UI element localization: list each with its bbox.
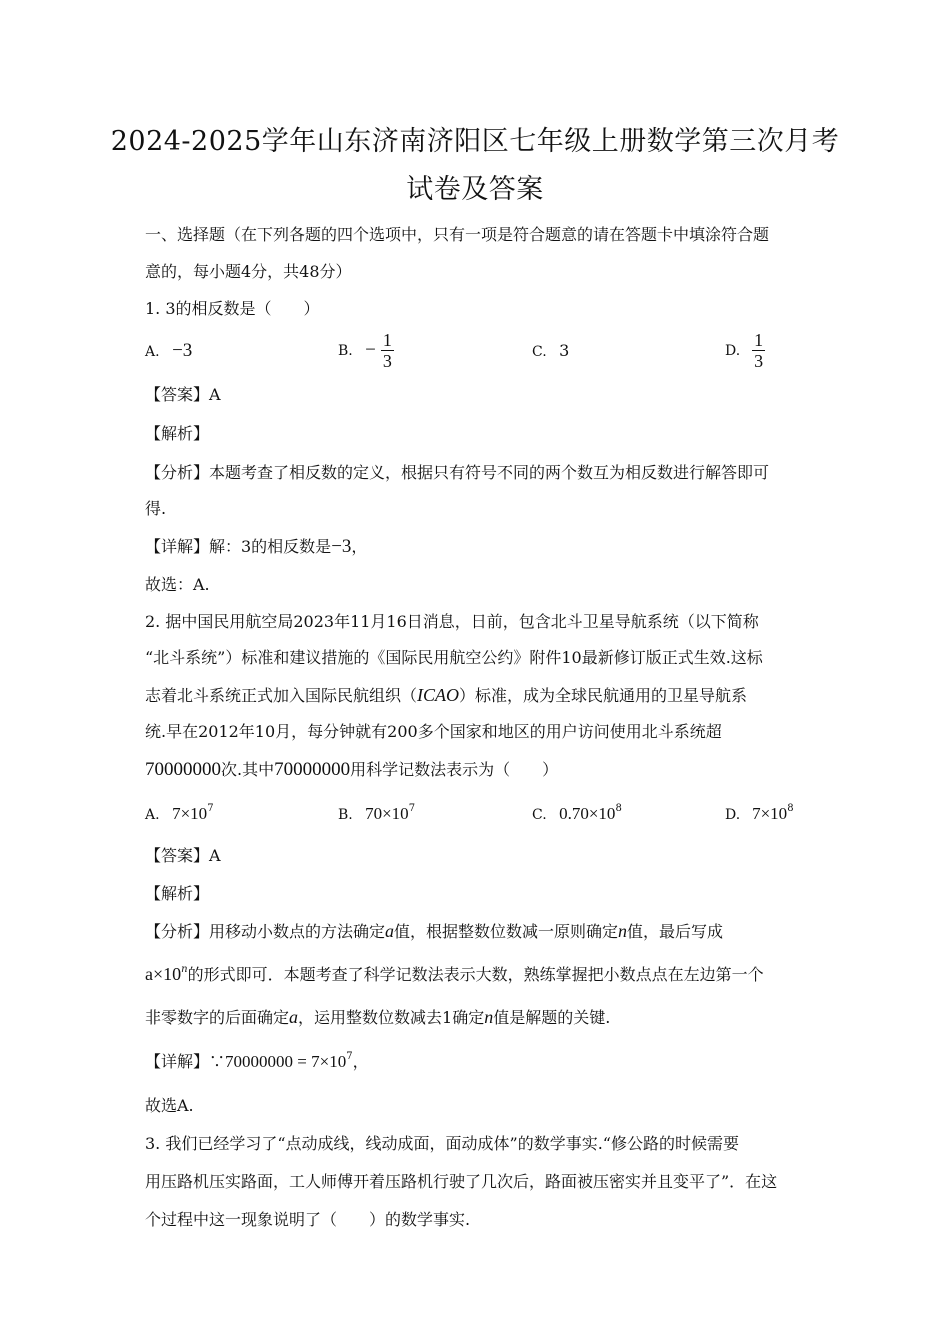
- q2-detail: [145, 1052, 369, 1072]
- q3-stem-line-3: 个过程中这一现象说明了（ ）的数学事实.: [145, 1210, 471, 1229]
- q2-option-d-base: 7×10: [752, 804, 788, 823]
- q2-option-c-base: 0.70×10: [559, 804, 616, 823]
- q2-option-c-label: C.: [532, 807, 547, 823]
- q1-option-a-label: A.: [145, 344, 160, 360]
- q2-analysis-line-1-mid: 值，根据整数位数减一原则确定: [394, 922, 619, 941]
- q1-option-b: [338, 330, 394, 371]
- q1-conclusion: 故选：A.: [145, 575, 210, 594]
- q1-option-d-numerator: 1: [754, 330, 764, 350]
- q2-variable-n-2: n: [484, 1007, 494, 1027]
- q2-number-2: 70000000: [274, 759, 351, 780]
- q2-stem-line-4: 统.早在2012年10月，每分钟就有200多个国家和地区的用户访问使用北斗系统超: [145, 722, 722, 741]
- document-title-line-1: 2024-2025学年山东济南济阳区七年级上册数学第三次月考: [110, 126, 840, 157]
- q2-variable-n: n: [618, 921, 628, 941]
- q2-option-a-base: 7×10: [172, 804, 208, 823]
- q2-option-a-label: A.: [145, 807, 160, 823]
- q2-option-c-exponent: 8: [615, 803, 622, 814]
- q2-analysis-math-exponent: n: [181, 964, 188, 975]
- document-title-line-2: 试卷及答案: [406, 174, 544, 205]
- q2-analysis-line-2-text: 的形式即可．本题考查了科学记数法表示大数，熟练掌握把小数点点在左边第一个: [187, 965, 764, 984]
- q1-option-d-fraction: [752, 330, 765, 371]
- q2-analysis-math: a×10: [145, 964, 182, 984]
- q1-detail: [145, 537, 367, 557]
- q1-detail-value: −3: [331, 536, 352, 557]
- q2-option-b-exponent: 7: [408, 803, 416, 814]
- q2-analysis-line-3: [145, 1007, 610, 1028]
- q2-analysis-line-3-mid: ，运用整数位数减去1确定: [298, 1008, 485, 1027]
- q1-option-a: [145, 341, 192, 362]
- q2-option-d-label: D.: [725, 807, 741, 823]
- q1-detail-suffix: ，: [351, 537, 368, 556]
- q2-detail-suffix: ，: [352, 1052, 369, 1071]
- q2-stem-line-3: [145, 685, 747, 706]
- q2-stem-line-1: 2. 据中国民用航空局2023年11月16日消息，日前，包含北斗卫星导航系统（以下简称: [145, 612, 759, 631]
- q3-stem-line-2: 用压路机压实路面，工人师傅开着压路机行驶了几次后，路面被压密实并且变平了”．在这: [145, 1172, 778, 1191]
- q2-stem-line-3-suffix: ）标准，成为全球民航通用的卫星导航系: [459, 686, 748, 705]
- q2-option-d: [725, 804, 794, 825]
- q1-option-b-label: B.: [338, 342, 353, 359]
- q1-option-b-numerator: 1: [382, 330, 392, 350]
- q2-analysis-heading: 【解析】: [145, 884, 210, 903]
- q2-stem-line-5-mid: 次.其中: [221, 760, 275, 779]
- q1-option-d: [725, 330, 765, 371]
- q2-analysis-line-1-suffix: 值，最后写成: [627, 922, 724, 941]
- q1-analysis-heading: 【解析】: [145, 424, 210, 443]
- q2-stem-line-5-suffix: 用科学记数法表示为（ ）: [350, 760, 559, 779]
- q2-variable-a-2: a: [289, 1007, 299, 1027]
- q2-option-b-label: B.: [338, 807, 353, 823]
- q2-stem-line-2: “北斗系统”）标准和建议措施的《国际民用航空公约》附件10最新修订版正式生效.这标: [145, 648, 763, 667]
- q1-option-d-denominator: 3: [754, 351, 764, 371]
- q2-number-1: 70000000: [145, 759, 221, 780]
- q1-option-a-value: −3: [172, 340, 193, 361]
- q2-analysis-line-3-prefix: 非零数字的后面确定: [145, 1008, 290, 1027]
- q2-detail-exponent: 7: [346, 1051, 353, 1062]
- q2-detail-prefix: 【详解】∵: [145, 1052, 226, 1071]
- section-heading-line-2: 意的，每小题4分，共48分）: [145, 262, 352, 281]
- q2-stem-line-5: [145, 760, 558, 780]
- q2-analysis-line-1-prefix: 【分析】用移动小数点的方法确定: [145, 922, 386, 941]
- q1-stem: 1. 3的相反数是（ ）: [145, 299, 320, 318]
- section-heading-line-1: 一、选择题（在下列各题的四个选项中，只有一项是符合题意的请在答题卡中填涂符合题: [145, 225, 770, 244]
- q1-option-d-label: D.: [725, 342, 741, 359]
- q1-option-b-fraction: [381, 330, 394, 371]
- q2-icao-abbrev: ICAO: [417, 685, 460, 705]
- q3-stem-line-1: 3. 我们已经学习了“点动成线，线动成面，面动成体”的数学事实.“修公路的时候需要: [145, 1134, 739, 1153]
- q2-variable-a: a: [385, 921, 395, 941]
- q2-option-b-base: 70×10: [365, 804, 409, 823]
- q2-analysis-line-2: [145, 964, 764, 985]
- q2-detail-math: 70000000 = 7×10: [225, 1052, 347, 1071]
- q2-analysis-line-1: [145, 921, 723, 942]
- q2-conclusion: 故选A.: [145, 1096, 194, 1115]
- q1-option-b-sign: −: [365, 339, 376, 361]
- q2-option-d-exponent: 8: [787, 803, 794, 814]
- q1-option-b-denominator: 3: [382, 351, 392, 371]
- q2-option-c: [532, 804, 622, 825]
- q1-option-c-label: C.: [532, 344, 547, 360]
- q1-analysis-line-1: 【分析】本题考查了相反数的定义，根据只有符号不同的两个数互为相反数进行解答即可: [145, 463, 770, 482]
- q2-stem-line-3-prefix: 志着北斗系统正式加入国际民航组织（: [145, 686, 418, 705]
- q2-answer: 【答案】A: [145, 846, 221, 865]
- q1-option-c: [532, 341, 569, 362]
- q1-answer: 【答案】A: [145, 385, 221, 404]
- q2-option-b: [338, 804, 415, 825]
- q2-option-a-exponent: 7: [207, 803, 214, 814]
- q2-option-a: [145, 804, 214, 825]
- q1-detail-prefix: 【详解】解：3的相反数是: [145, 537, 332, 556]
- q1-option-c-value: 3: [559, 341, 570, 360]
- q2-analysis-line-3-suffix: 值是解题的关键.: [493, 1008, 611, 1027]
- q1-analysis-line-2: 得.: [145, 499, 167, 518]
